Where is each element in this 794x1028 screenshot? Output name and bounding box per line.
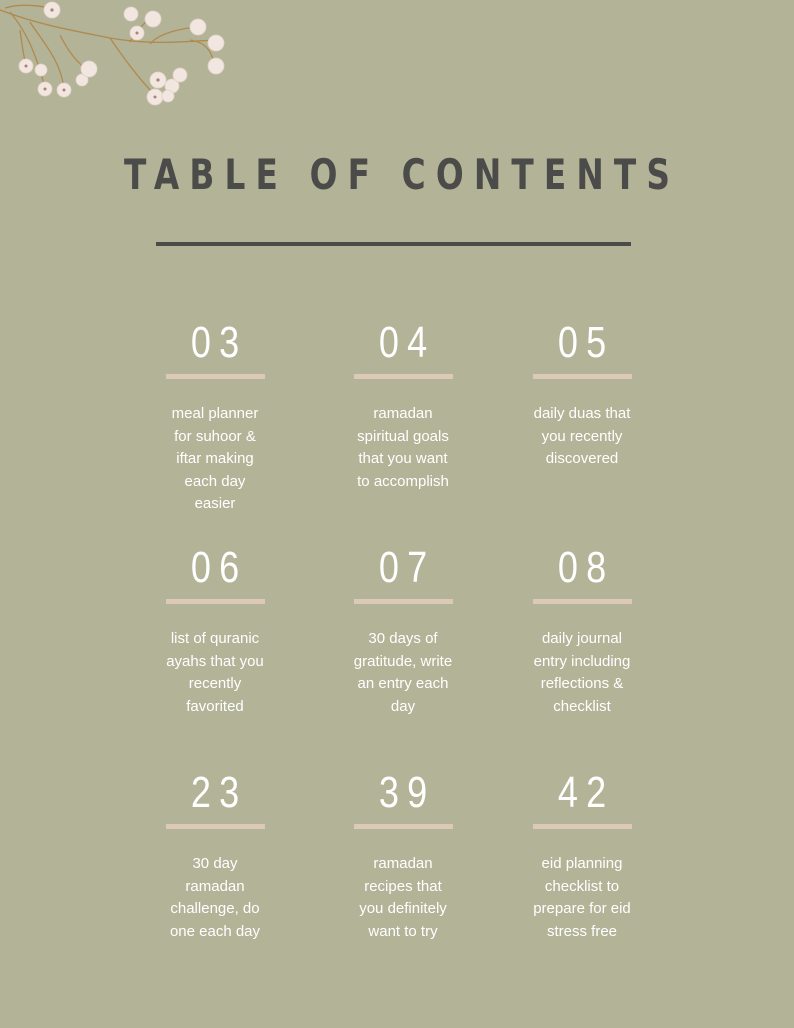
toc-description: eid planning checklist to prepare for eid stress free — [533, 855, 631, 940]
floral-branch-decoration — [0, 0, 240, 115]
toc-entry — [487, 317, 677, 471]
toc-entry — [487, 542, 677, 718]
toc-description: daily duas that you recently discovered — [533, 405, 631, 467]
toc-entry — [308, 767, 498, 943]
toc-page-number: 04 — [378, 318, 436, 367]
toc-entry — [120, 767, 310, 943]
toc-divider — [354, 599, 453, 604]
toc-page-number: 07 — [378, 543, 436, 592]
toc-page-number: 05 — [557, 318, 615, 367]
toc-page-number: 03 — [190, 318, 248, 367]
toc-divider — [354, 374, 453, 379]
toc-description: 30 days of gratitude, write an entry each day — [353, 630, 453, 715]
toc-entry — [120, 317, 310, 516]
page-title: TABLE OF CONTENTS — [123, 150, 681, 199]
toc-description: list of quranic ayahs that you recently favorited — [166, 630, 264, 715]
toc-page-number: 42 — [557, 768, 615, 817]
toc-description: daily journal entry including reflections & checklist — [533, 630, 631, 715]
toc-page-number: 08 — [557, 543, 615, 592]
toc-page-number: 23 — [190, 768, 248, 817]
toc-page-number: 39 — [378, 768, 436, 817]
toc-page-number: 06 — [190, 543, 248, 592]
toc-divider — [166, 599, 265, 604]
toc-divider — [533, 599, 632, 604]
toc-divider — [166, 824, 265, 829]
toc-divider — [166, 374, 265, 379]
toc-divider — [533, 824, 632, 829]
toc-entry — [308, 542, 498, 718]
toc-entry — [120, 542, 310, 718]
title-divider — [156, 242, 631, 246]
toc-divider — [533, 374, 632, 379]
toc-description: ramadan recipes that you definitely want to try — [359, 855, 447, 940]
toc-description: meal planner for suhoor & iftar making each day easier — [171, 405, 259, 512]
toc-divider — [354, 824, 453, 829]
toc-entry — [487, 767, 677, 943]
toc-description: 30 day ramadan challenge, do one each day — [169, 855, 261, 940]
toc-description: ramadan spiritual goals that you want to accomplish — [357, 405, 449, 490]
toc-entry — [308, 317, 498, 493]
